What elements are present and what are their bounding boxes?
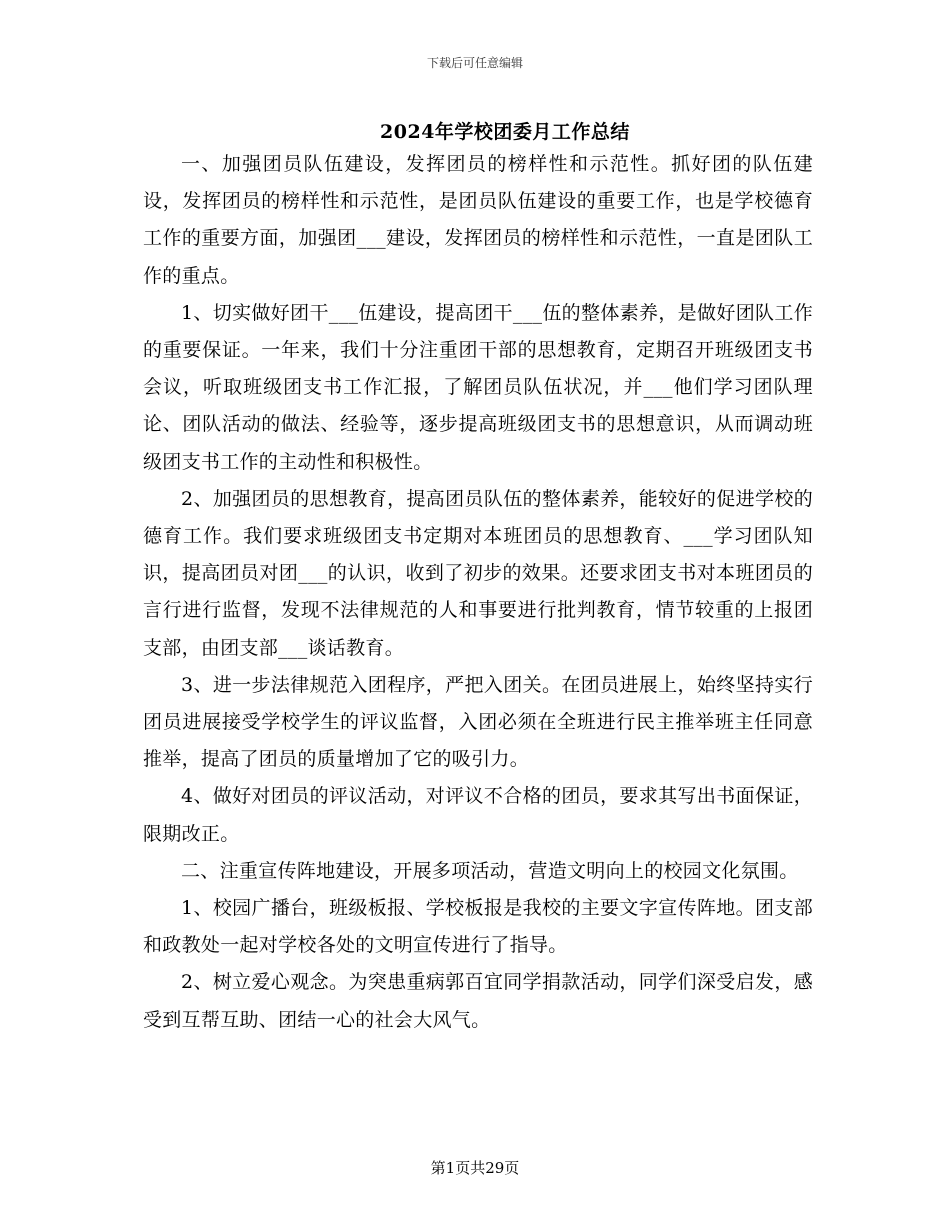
header-note: 下载后可任意编辑	[426, 56, 523, 70]
document-body	[143, 146, 813, 1039]
document-title: 2024年学校团委月工作总结	[380, 121, 630, 143]
page-number-footer: 第1页共29页	[430, 1159, 520, 1177]
paragraph: 一、加强团员队伍建设，发挥团员的榜样性和示范性。抓好团的队伍建设，发挥团员的榜样性和示范性，是团员队伍建设的重要工作，也是学校德育工作的重要方面，加强团___建设，发挥团员的榜样性和示范性，一直是团队工作的重点。	[143, 153, 813, 287]
paragraph: 3、进一步法律规范入团程序，严把入团关。在团员进展上，始终坚持实行团员进展接受学校学生的评议监督，入团必须在全班进行民主推举班主任同意推举，提高了团员的质量增加了它的吸引力。	[143, 673, 813, 771]
paragraph: 1、切实做好团干___伍建设，提高团干___伍的整体素养，是做好团队工作的重要保证。一年来，我们十分注重团干部的思想教育，定期召开班级团支书会议，听取班级团支书工作汇报，了解团员队伍状况，并___他们学习团队理论、团队活动的做法、经验等，逐步提高班级团支书的思想意识，从而调动班级团支书工作的主动性和积极性。	[143, 301, 813, 473]
paragraph: 二、注重宣传阵地建设，开展多项活动，营造文明向上的校园文化氛围。	[181, 859, 799, 882]
paragraph: 4、做好对团员的评议活动，对评议不合格的团员，要求其写出书面保证，限期改正。	[143, 785, 813, 845]
paragraph: 2、树立爱心观念。为突患重病郭百宜同学捐款活动，同学们深受启发，感受到互帮互助、团结一心的社会大风气。	[143, 971, 813, 1031]
paragraph: 2、加强团员的思想教育，提高团员队伍的整体素养，能较好的促进学校的德育工作。我们要求班级团支书定期对本班团员的思想教育、___学习团队知识，提高团员对团___的认识，收到了初步的效果。还要求团支书对本班团员的言行进行监督，发现不法律规范的人和事要进行批判教育，情节较重的上报团支部，由团支部___谈话教育。	[143, 487, 813, 659]
paragraph: 1、校园广播台，班级板报、学校板报是我校的主要文字宣传阵地。团支部和政教处一起对学校各处的文明宣传进行了指导。	[143, 897, 813, 957]
